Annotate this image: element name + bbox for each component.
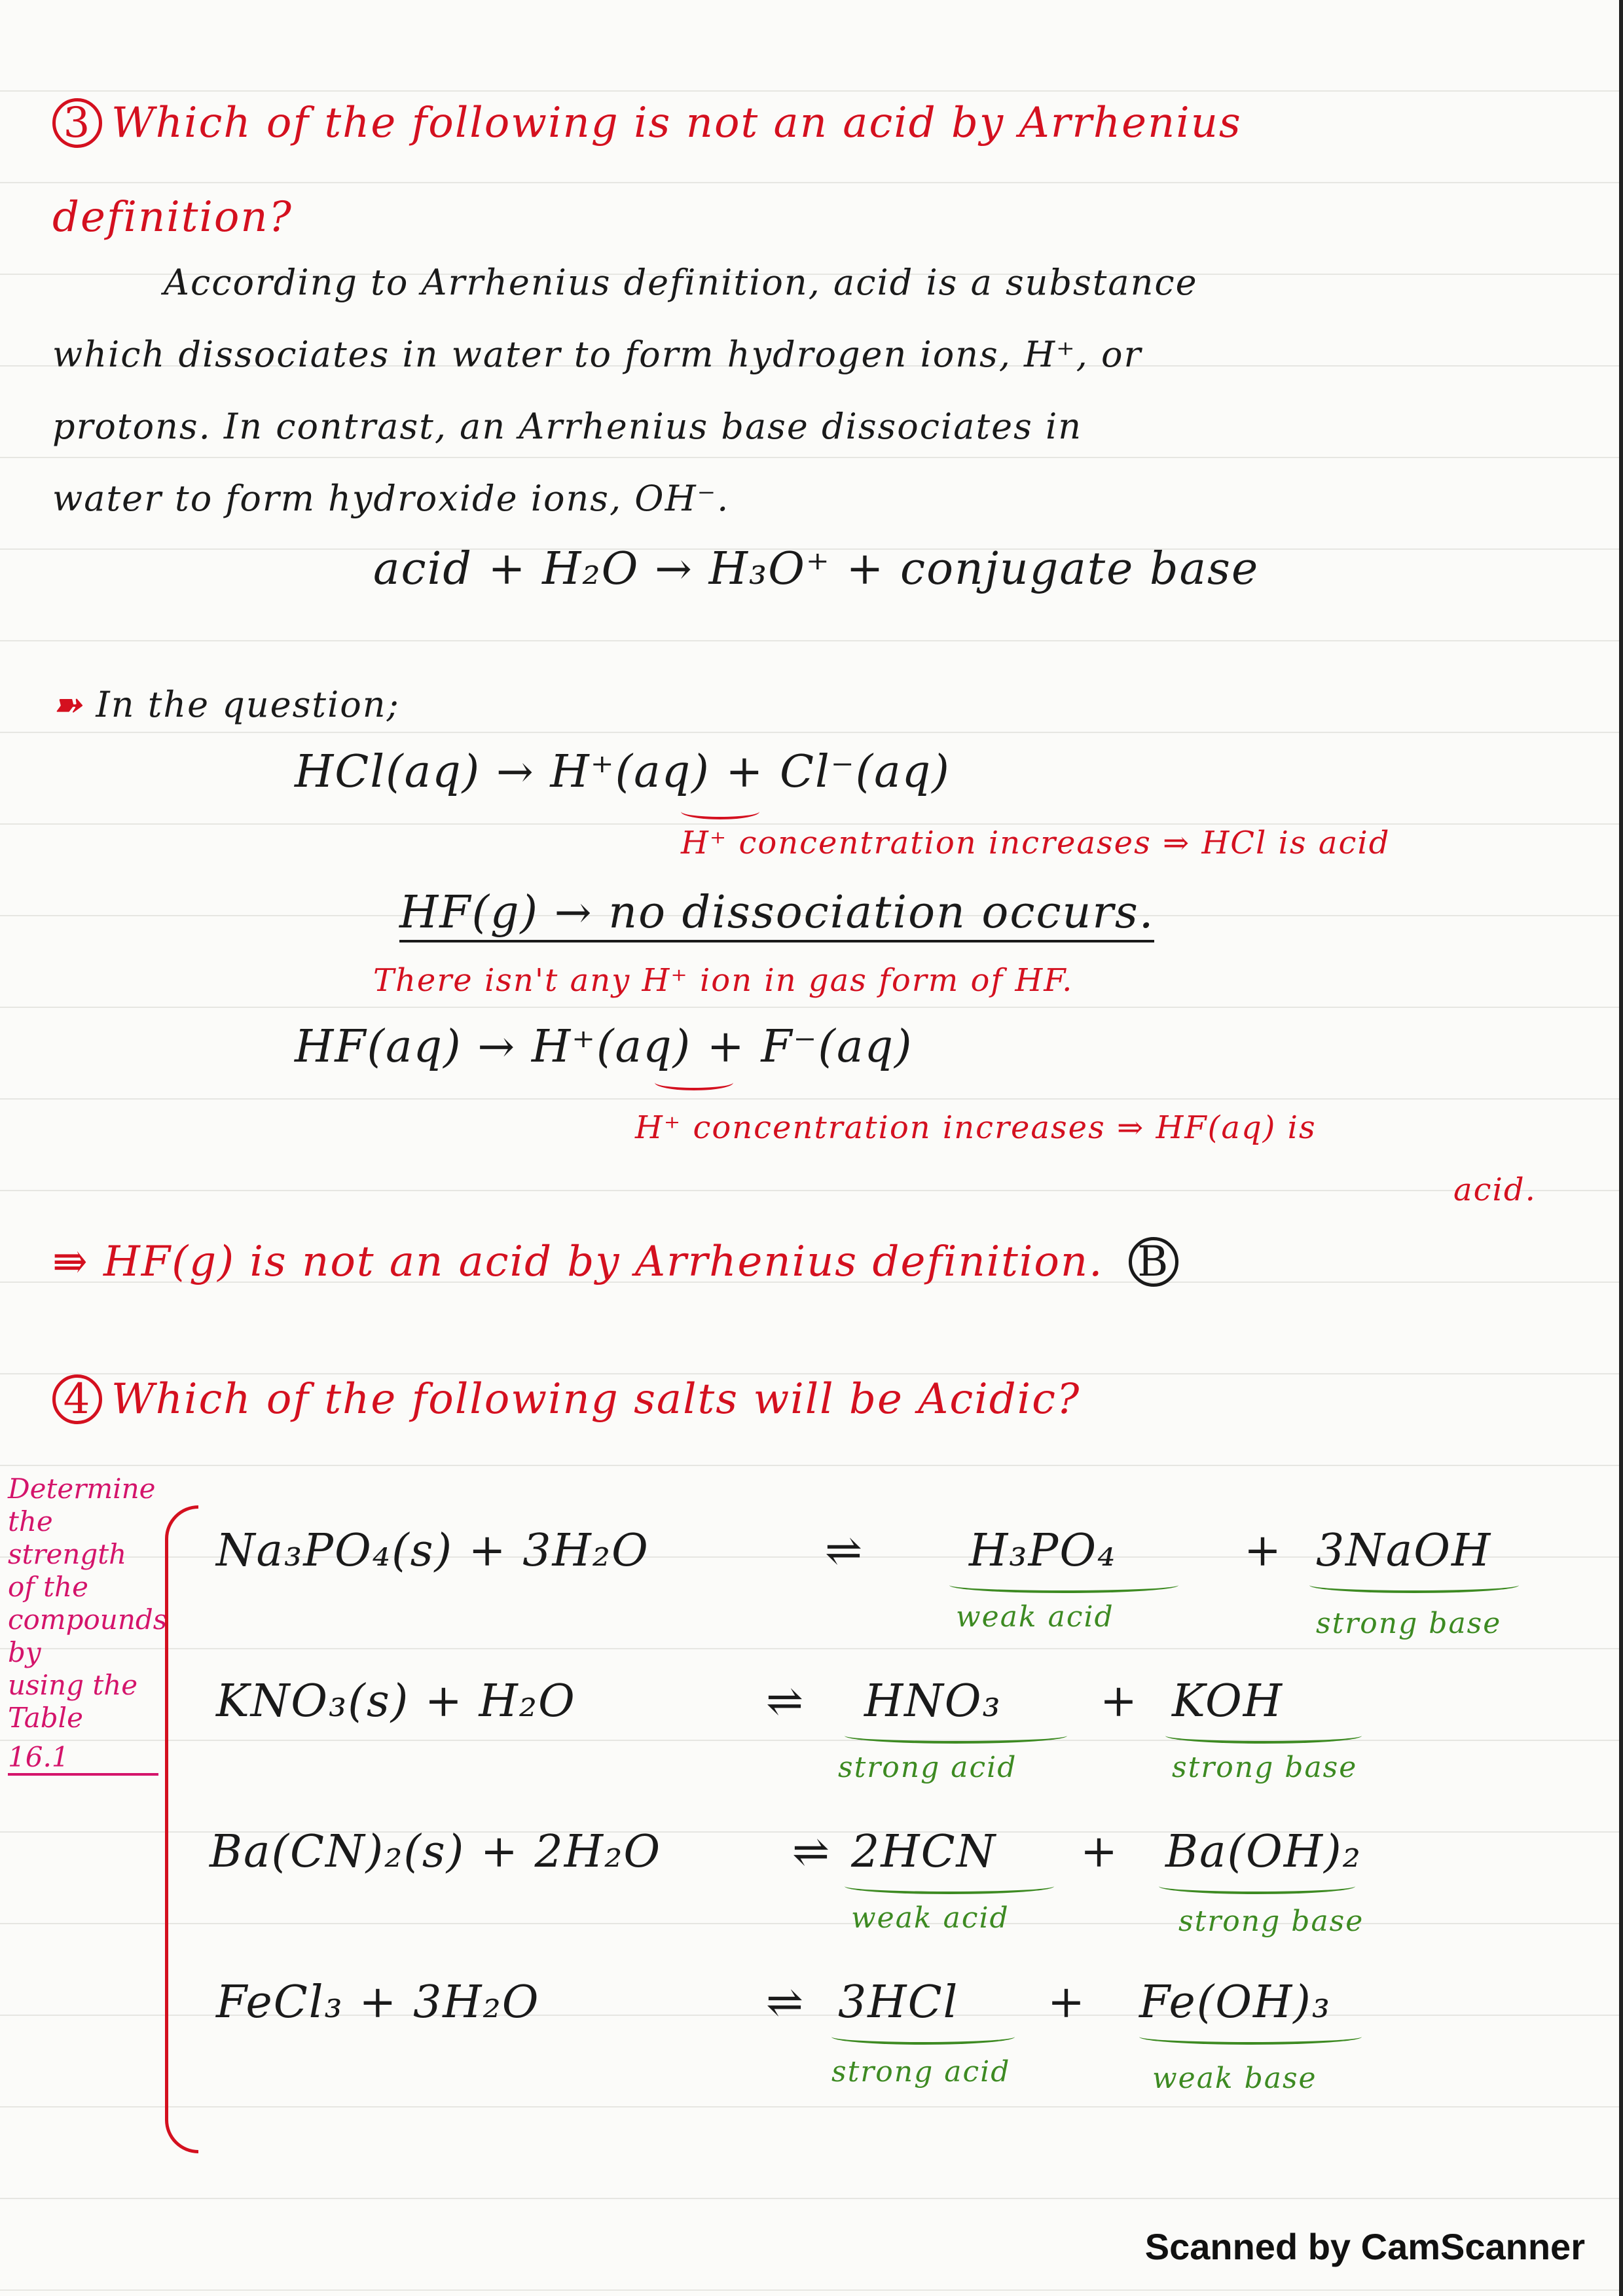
reaction-4-base: Fe(OH)₃ [1139,1977,1332,2028]
page-edge [1619,0,1623,2296]
hf-aq-note: H⁺ concentration increases ⇒ HF(aq) is [635,1109,1317,1146]
q4-number-badge: 4 [52,1374,102,1424]
reaction-4-base-label: weak base [1152,2062,1317,2095]
reaction-1-arrow: ⇌ [825,1525,864,1577]
analysis-intro [52,684,400,725]
reaction-1-left: Na₃PO₄(s) + 3H₂O [216,1525,649,1577]
side-note-4: of the [8,1571,88,1603]
side-note-6: by [8,1636,41,1668]
reactions-brace [165,1505,198,2153]
reaction-4-acid: 3HCl [838,1977,959,2028]
reaction-1-acid: H₃PO₄ [969,1525,1117,1577]
reaction-2-arrow: ⇌ [766,1676,805,1727]
hf-aq-equation: HF(aq) → H⁺(aq) + F⁻(aq) [295,1021,913,1073]
side-note-5: compounds [8,1604,168,1636]
reaction-2-plus: + [1100,1676,1139,1727]
explanation-line4: water to form hydroxide ions, OH⁻. [52,478,730,519]
q3-question-text: Which of the following is not an acid by Arrhenius [111,99,1242,147]
reaction-2-acid-label: strong acid [838,1751,1017,1784]
reaction-2-acid: HNO₃ [864,1676,1002,1727]
hf-gas-note: There isn't any H⁺ ion in gas form of HF. [373,962,1074,999]
analysis-intro-text: In the question; [96,684,400,725]
hf-aq-underline [655,1075,733,1090]
reaction-3-base-underline [1159,1878,1355,1894]
reaction-1-base-underline [1309,1577,1519,1593]
side-note-2: the [8,1505,53,1537]
side-note-8: Table [8,1702,83,1734]
double-arrow-icon: ⇛ [52,1238,89,1286]
hcl-underline [681,804,759,819]
reaction-1-plus: + [1244,1525,1283,1577]
reaction-1-base-label: strong base [1316,1607,1502,1640]
answer-badge: B [1129,1237,1178,1287]
reaction-3-base: Ba(OH)₂ [1165,1826,1362,1878]
reaction-1-base: 3NaOH [1316,1525,1492,1577]
explanation-line2: which dissociates in water to form hydrogen ions, H⁺, or [52,334,1142,375]
explanation-line3: protons. In contrast, an Arrhenius base dissociates in [52,406,1083,447]
q3-number-badge: 3 [52,98,102,148]
reaction-3-acid-underline [845,1878,1054,1894]
explanation-line1: According to Arrhenius definition, acid is a substance [164,262,1198,303]
q3-line2: definition? [52,193,293,242]
reaction-4-left: FeCl₃ + 3H₂O [216,1977,540,2028]
reaction-4-arrow: ⇌ [766,1977,805,2028]
reaction-3-plus: + [1080,1826,1119,1878]
reaction-4-plus: + [1048,1977,1086,2028]
hf-aq-note-cont: acid. [1453,1172,1537,1208]
reaction-3-acid: 2HCN [851,1826,997,1878]
reaction-3-base-label: strong base [1178,1905,1364,1938]
reaction-4-acid-underline [831,2029,1015,2045]
side-note-3: strength [8,1538,127,1570]
q3-line1 [52,98,1242,148]
reaction-2-acid-underline [845,1728,1067,1744]
reaction-2-base: KOH [1172,1676,1284,1727]
reaction-1-acid-underline [949,1577,1178,1593]
reaction-2-base-label: strong base [1172,1751,1358,1784]
conclusion [52,1237,1188,1287]
scanner-watermark: Scanned by CamScanner [1144,2226,1585,2267]
hf-gas-equation: HF(g) → no dissociation occurs. [399,887,1154,939]
reaction-2-left: KNO₃(s) + H₂O [216,1676,576,1727]
reaction-1-acid-label: weak acid [956,1600,1114,1634]
side-note-1: Determine [8,1473,156,1505]
q4-line [52,1374,1080,1424]
reaction-3-acid-label: weak acid [851,1901,1010,1935]
reaction-3-arrow: ⇌ [792,1826,831,1878]
hcl-note: H⁺ concentration increases ⇒ HCl is acid [681,825,1391,861]
side-note-9: 16.1 [8,1741,158,1776]
reaction-3-left: Ba(CN)₂(s) + 2H₂O [210,1826,662,1878]
reaction-4-acid-label: strong acid [831,2055,1011,2089]
hcl-equation: HCl(aq) → H⁺(aq) + Cl⁻(aq) [295,746,951,798]
q4-question-text: Which of the following salts will be Acidic? [111,1375,1081,1424]
conclusion-text: HF(g) is not an acid by Arrhenius definition. [103,1238,1104,1286]
arrhenius-equation: acid + H₂O → H₃O⁺ + conjugate base [373,543,1260,595]
side-note-7: using the [8,1669,138,1701]
reaction-2-base-underline [1165,1728,1362,1744]
reaction-4-base-underline [1139,2029,1362,2045]
arrow-icon: ➽ [52,684,84,725]
